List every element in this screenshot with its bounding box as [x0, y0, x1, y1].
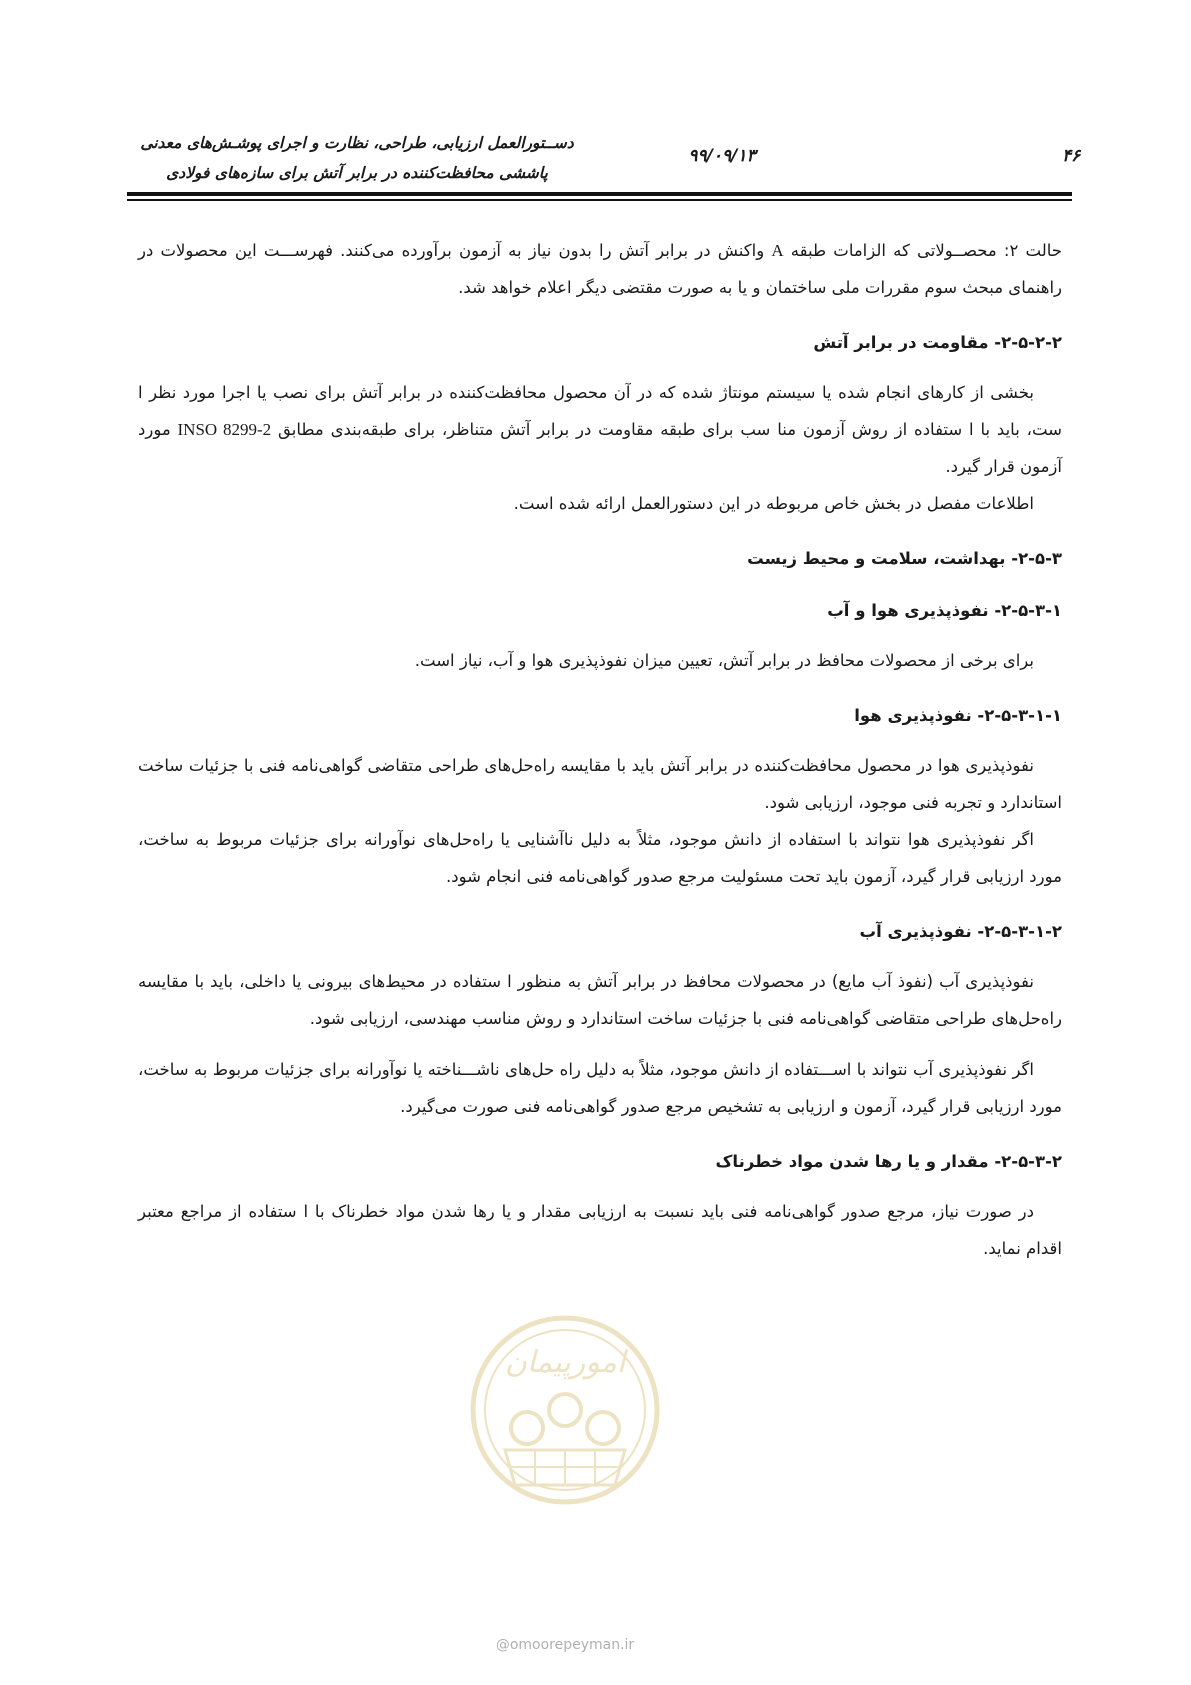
header-date: ۹۹/۰۹/۱۳ [688, 146, 756, 166]
seal-icon [465, 1310, 665, 1540]
heading-health-environment: ۲-۵-۳- بهداشت، سلامت و محیط زیست [747, 549, 1062, 568]
header-title-line2: پاششی محافظت‌کننده در برابر آتش برای سازه‌های فولادی [166, 164, 548, 182]
paragraph-hazardous-materials: در صورت نیاز، مرجع صدور گواهی‌نامه فنی باید نسبت به ارزیابی مقدار و یا رها شدن مواد خطرناک با ا ستفاده از مراجع معتبر اقدام نماید. [138, 1202, 1062, 1258]
page-header [127, 128, 1081, 188]
header-title [127, 128, 587, 188]
paragraph-water-permeability-2: اگر نفوذپذیری آب نتواند با اســـتفاده از دانش موجود، مثلاً به دلیل راه حل‌های ناشـــناخته یا نوآورانه برای جزئیات مربوط به ساخت، مورد ارزیابی قرار گیرد، آزمون و ارزیابی به تشخیص مرجع صدور گواهی‌نامه فنی صورت می‌گیرد. [138, 1060, 1062, 1116]
paragraph-details-note: اطلاعات مفصل در بخش خاص مربوطه در این دستورالعمل ارائه شده است. [513, 494, 1034, 513]
inso-standard: INSO 8299-2 [177, 420, 272, 439]
paragraph-air-permeability-1: نفوذپذیری هوا در محصول محافظت‌کننده در برابر آتش باید با مقایسه راه‌حل‌های طراحی متقاضی گواهی‌نامه فنی با جزئیات ساخت استاندارد و تجربه فنی موجود، ارزیابی شود. [138, 756, 1062, 812]
header-rule-thin [127, 199, 1072, 201]
heading-fire-resistance: ۲-۵-۲-۲- مقاومت در برابر آتش [813, 333, 1062, 352]
paragraph-air-permeability-2: اگر نفوذپذیری هوا نتواند با استفاده از دانش موجود، مثلاً به دلیل ناآشنایی یا راه‌حل‌های نوآورانه برای جزئیات مربوط به ساخت، مورد ارزیابی قرار گیرد، آزمون باید تحت مسئولیت مرجع صدور گواهی‌نامه فنی انجام شود. [138, 830, 1062, 886]
page-number: ۴۶ [1062, 146, 1081, 166]
heading-hazardous-materials: ۲-۵-۳-۲- مقدار و یا رها شدن مواد خطرناک [715, 1152, 1062, 1171]
class-a-label: A [771, 241, 784, 260]
heading-air-water-permeability: ۲-۵-۳-۱- نفوذپذیری هوا و آب [827, 601, 1062, 620]
header-title-line1: دســتورالعمل ارزیابی، طراحی، نظارت و اجرای پوشـش‌های معدنی [140, 134, 574, 152]
paragraph-permeability-intro: برای برخی از محصولات محافظ در برابر آتش، تعیین میزان نفوذپذیری هوا و آب، نیاز است. [414, 651, 1034, 670]
header-rule-thick [127, 192, 1072, 196]
watermark-seal [465, 1310, 665, 1540]
paragraph-fire-resistance: بخشی از کارهای انجام شده یا سیستم مونتاژ شده که در آن محصول محافظت‌کننده در برابر آتش برای نصب یا اجرا مورد نظر ا ست، باید با ا ستفاده از روش آزمون منا سب برای طبقه مقاومت در برابر آتش متناظر، برای طبقه‌بندی مطابق INSO 8299-2 مورد آزمون قرار گیرد. [138, 383, 1062, 476]
heading-air-permeability: ۲-۵-۳-۱-۱- نفوذپذیری هوا [854, 706, 1062, 725]
document-body [138, 232, 1062, 1281]
heading-water-permeability: ۲-۵-۳-۱-۲- نفوذپذیری آب [859, 922, 1062, 941]
watermark-handle: @omoorepeyman.ir [495, 1637, 635, 1653]
paragraph-water-permeability-1: نفوذپذیری آب (نفوذ آب مایع) در محصولات محافظ در برابر آتش به منظور ا ستفاده در محیط‌های بیرونی یا داخلی، باید با مقایسه راه‌حل‌های طراحی متقاضی گواهی‌نامه فنی با جزئیات ساخت استاندارد و روش مناسب مهندسی، ارزیابی شود. [138, 972, 1062, 1028]
paragraph-case2: حالت ۲: محصــولاتی که الزامات طبقه A واکنش در برابر آتش را بدون نیاز به آزمون برآورده می‌کنند. فهرســـت این محصولات در راهنمای مبحث سوم مقررات ملی ساختمان و یا به صورت مقتضی دیگر اعلام خواهد شد. [138, 241, 1063, 297]
seal-text: امورپیمان [504, 1345, 626, 1380]
